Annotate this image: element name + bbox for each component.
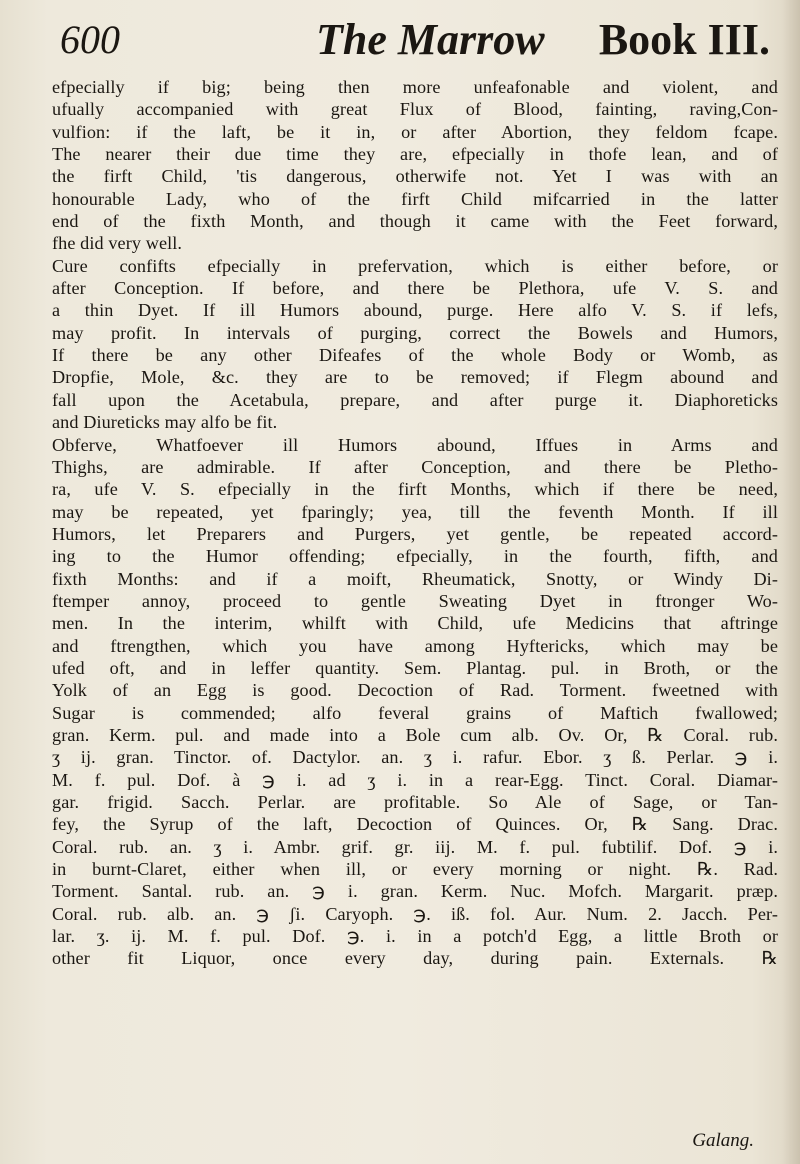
text-line: ʒ ij. gran. Tinctor. of. Dactylor. an. ʒ i. rafur. Ebor. ʒ ß. Perlar. ℈ i. [52, 747, 778, 768]
text-line: Obferve, Whatfoever ill Humors abound, Iffues in Arms and [52, 434, 778, 455]
text-line: may be repeated, yet fparingly; yea, till the feventh Month. If ill [52, 501, 778, 522]
text-line: and Diureticks may alfo be fit. [52, 412, 278, 433]
text-line: the firft Child, 'tis dangerous, otherwife not. Yet I was with an [52, 166, 778, 187]
text-line: ufually accompanied with great Flux of Blood, fainting, raving,Con- [52, 99, 778, 120]
page-header [38, 10, 774, 64]
text-line: M. f. pul. Dof. à ℈ i. ad ʒ i. in a rear-Egg. Tinct. Coral. Diamar- [52, 769, 778, 790]
text-line: fhe did very well. [52, 233, 183, 254]
text-line: fixth Months: and if a moift, Rheumatick, Snotty, or Windy Di- [52, 568, 778, 589]
text-line: fall upon the Acetabula, prepare, and after purge it. Diaphoreticks [52, 389, 778, 410]
text-line: lar. ʒ. ij. M. f. pul. Dof. ℈. i. in a potch'd Egg, a little Broth or [52, 926, 778, 947]
text-line: a thin Dyet. If ill Humors abound, purge. Here alfo V. S. if lefs, [52, 300, 778, 321]
text-line: ftemper annoy, proceed to gentle Sweating Dyet in ftronger Wo- [52, 590, 778, 611]
text-line: ing to the Humor offending; efpecially, in the fourth, fifth, and [52, 546, 778, 567]
text-line: ra, ufe V. S. efpecially in the firft Months, which if there be need, [52, 479, 778, 500]
text-line: Thighs, are admirable. If after Conception, and there be Pletho- [52, 456, 778, 477]
text-line: If there be any other Difeafes of the whole Body or Womb, as [52, 345, 778, 366]
catchword: Galang. [692, 1130, 754, 1151]
text-line: vulfion: if the laft, be it in, or after Abortion, they feldom fcape. [52, 121, 778, 142]
text-line: in burnt-Claret, either when ill, or every morning or night. ℞. Rad. [52, 859, 778, 880]
text-line: ufed oft, and in leffer quantity. Sem. Plantag. pul. in Broth, or the [52, 657, 778, 678]
text-line: gran. Kerm. pul. and made into a Bole cum alb. Ov. Or, ℞ Coral. rub. [52, 724, 778, 745]
text-line: honourable Lady, who of the firft Child mifcarried in the latter [52, 188, 778, 209]
text-line: Cure confifts efpecially in prefervation, which is either before, or [52, 255, 778, 276]
text-line: and ftrengthen, which you have among Hyftericks, which may be [52, 635, 778, 656]
text-line: Coral. rub. alb. an. ℈ ʃi. Caryoph. ℈. iß. fol. Aur. Num. 2. Jacch. Per- [52, 903, 778, 924]
text-line: fey, the Syrup of the laft, Decoction of Quinces. Or, ℞ Sang. Drac. [52, 814, 778, 835]
text-line: Dropfie, Mole, &c. they are to be removed; if Flegm abound and [52, 367, 778, 388]
body-text [52, 76, 778, 970]
text-line: may profit. In intervals of purging, correct the Bowels and Humors, [52, 322, 778, 343]
text-line: Humors, let Preparers and Purgers, yet gentle, be repeated accord- [52, 523, 778, 544]
text-line: end of the fixth Month, and though it came with the Feet forward, [52, 211, 778, 232]
running-title: The Marrow [316, 15, 545, 64]
text-line: efpecially if big; being then more unfeafonable and violent, and [52, 77, 778, 97]
book-label: Book III. [598, 15, 770, 64]
text-line: Torment. Santal. rub. an. ℈ i. gran. Kerm. Nuc. Mofch. Margarit. præp. [52, 881, 778, 902]
text-line: gar. frigid. Sacch. Perlar. are profitable. So Ale of Sage, or Tan- [52, 792, 778, 812]
text-line: Yolk of an Egg is good. Decoction of Rad. Torment. fweetned with [52, 680, 778, 701]
text-line: other fit Liquor, once every day, during pain. Externals. ℞ [52, 948, 778, 969]
text-line: The nearer their due time they are, efpecially in thofe lean, and of [52, 144, 778, 165]
page-edge-shadow [782, 0, 800, 1164]
text-line: after Conception. If before, and there be Plethora, ufe V. S. and [52, 278, 778, 299]
text-line: men. In the interim, whilft with Child, ufe Medicins that aftringe [52, 613, 778, 634]
page-number: 600 [60, 17, 120, 62]
text-line: Sugar is commended; alfo feveral grains of Maftich fwallowed; [52, 702, 778, 723]
text-line: Coral. rub. an. ʒ i. Ambr. grif. gr. iij. M. f. pul. fubtilif. Dof. ℈ i. [52, 836, 778, 857]
